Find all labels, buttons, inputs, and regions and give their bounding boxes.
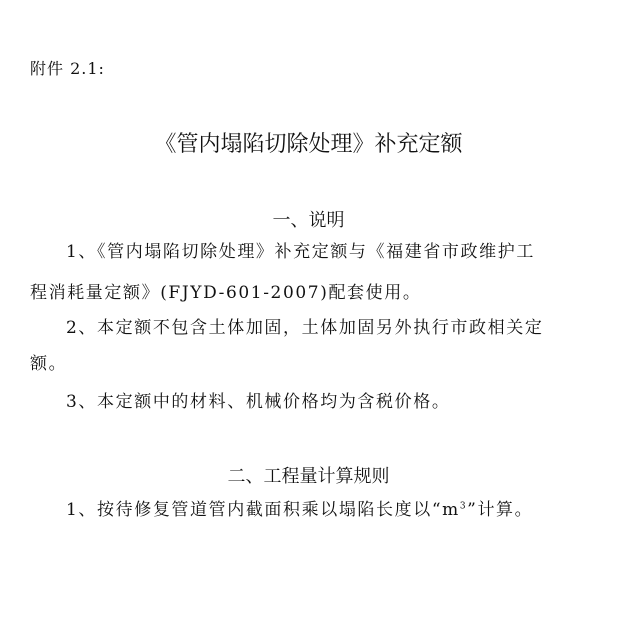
section-heading-calculation-rules: 二、工程量计算规则 — [227, 466, 390, 487]
rule1-superscript: 3 — [459, 501, 468, 512]
paragraph-item2-line2: 额。 — [30, 354, 68, 374]
paragraph-rule1 — [66, 499, 533, 521]
rule1-text-before: 1、按待修复管道管内截面积乘以塌陷长度以“m — [66, 500, 460, 520]
rule1-text-after: ”计算。 — [467, 500, 534, 520]
section-heading-explanation: 一、说明 — [272, 210, 345, 231]
paragraph-item2-line1: 2、本定额不包含土体加固，土体加固另外执行市政相关定 — [66, 318, 544, 338]
document-title: 《管内塌陷切除处理》补充定额 — [154, 132, 463, 157]
paragraph-item1-line1: 1、《管内塌陷切除处理》补充定额与《福建省市政维护工 — [66, 242, 535, 262]
attachment-label: 附件 2.1: — [30, 59, 105, 78]
paragraph-item1-line2: 程消耗量定额》(FJYD-601-2007)配套使用。 — [30, 283, 422, 303]
paragraph-item3: 3、本定额中的材料、机械价格均为含税价格。 — [66, 392, 451, 412]
